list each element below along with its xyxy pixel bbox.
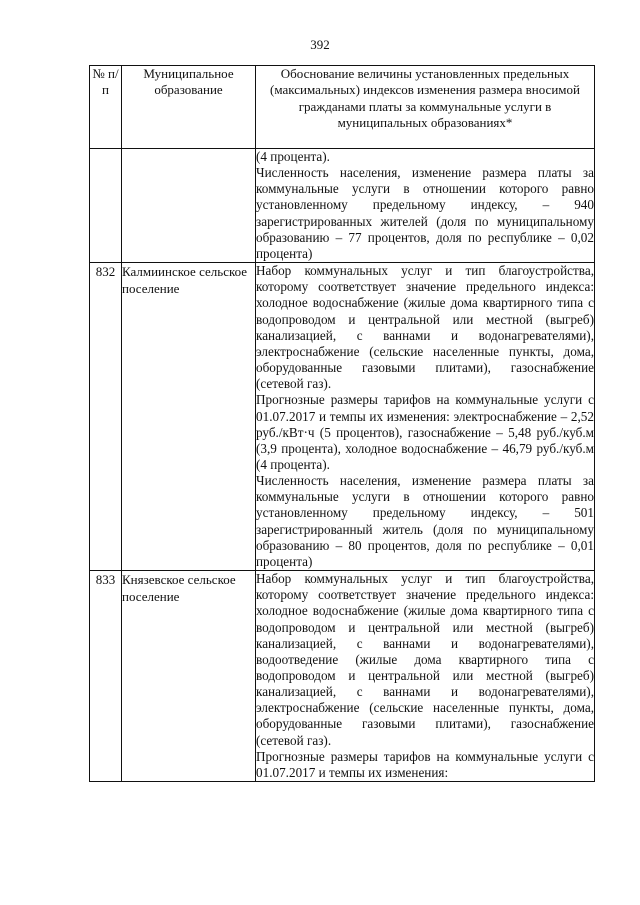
table-body (90, 149, 595, 782)
justification-paragraph: Прогнозные размеры тарифов на коммунальные услуги с 01.07.2017 и темпы их изменения: электроснабжение – 2,52 руб./кВт·ч (5 процентов), газоснабжение – 5,48 руб./куб.м (3,9 процента), холодное водоснабжение – 46,79 руб./куб.м (4 процента). (256, 392, 594, 472)
header-row (90, 66, 595, 149)
justification-paragraph: Набор коммунальных услуг и тип благоустройства, которому соответствует значение предельного индекса: холодное водоснабжение (жилые дома квартирного типа с водопроводом и центральной или местной (выгреб) канализацией, с ваннами и водонагревателями), электроснабжение (сельские населенные пункты, дома, оборудованные газовыми плитами), газоснабжение (сетевой газ). (256, 263, 594, 392)
row-number (90, 149, 122, 263)
justification-paragraph: Численность населения, изменение размера платы за коммунальные услуги в отношении которого равно установленному предельному индексу, – 940 зарегистрированных жителей (доля по муниципальному образованию – 77 процентов, доля по республике – 0,02 процента) (256, 165, 594, 261)
row-municipality: Князевское сельское поселение (122, 571, 256, 782)
header-municipality: Муниципальное образование (122, 66, 256, 149)
justification-paragraph: Прогнозные размеры тарифов на коммунальные услуги с 01.07.2017 и темпы их изменения: (256, 748, 594, 780)
header-justification: Обоснование величины установленных предельных (максимальных) индексов изменения размера вносимой гражданами платы за коммунальные услуги в муниципальных образованиях* (256, 66, 595, 149)
row-number: 833 (90, 571, 122, 782)
row-number: 832 (90, 263, 122, 571)
justification-paragraph: (4 процента). (256, 149, 330, 164)
table-row (90, 263, 595, 571)
justification-paragraph: Набор коммунальных услуг и тип благоустройства, которому соответствует значение предельного индекса: холодное водоснабжение (жилые дома квартирного типа с водопроводом и центральной или местной (выгреб) канализацией, с ваннами и водонагревателями), водоотведение (жилые дома квартирного типа с водопроводом и центральной или местной (выгреб) канализацией, с ваннами и водонагревателями), электроснабжение (сельские населенные пункты, дома, оборудованные газовыми плитами), газоснабжение (сетевой газ). (256, 571, 594, 748)
tariff-justification-table (89, 65, 595, 782)
page-number: 392 (310, 37, 330, 52)
table-header (90, 66, 595, 149)
header-num: № п/п (90, 66, 122, 149)
row-justification (256, 263, 595, 571)
justification-paragraph: Численность населения, изменение размера платы за коммунальные услуги в отношении которого равно установленному предельному индексу, – 501 зарегистрированный житель (доля по муниципальному образованию – 80 процентов, доля по республике – 0,01 процента) (256, 473, 594, 569)
row-justification (256, 149, 595, 263)
table-row (90, 571, 595, 782)
row-municipality: Калмиинское сельское поселение (122, 263, 256, 571)
table-row (90, 149, 595, 263)
row-justification (256, 571, 595, 782)
row-municipality (122, 149, 256, 263)
